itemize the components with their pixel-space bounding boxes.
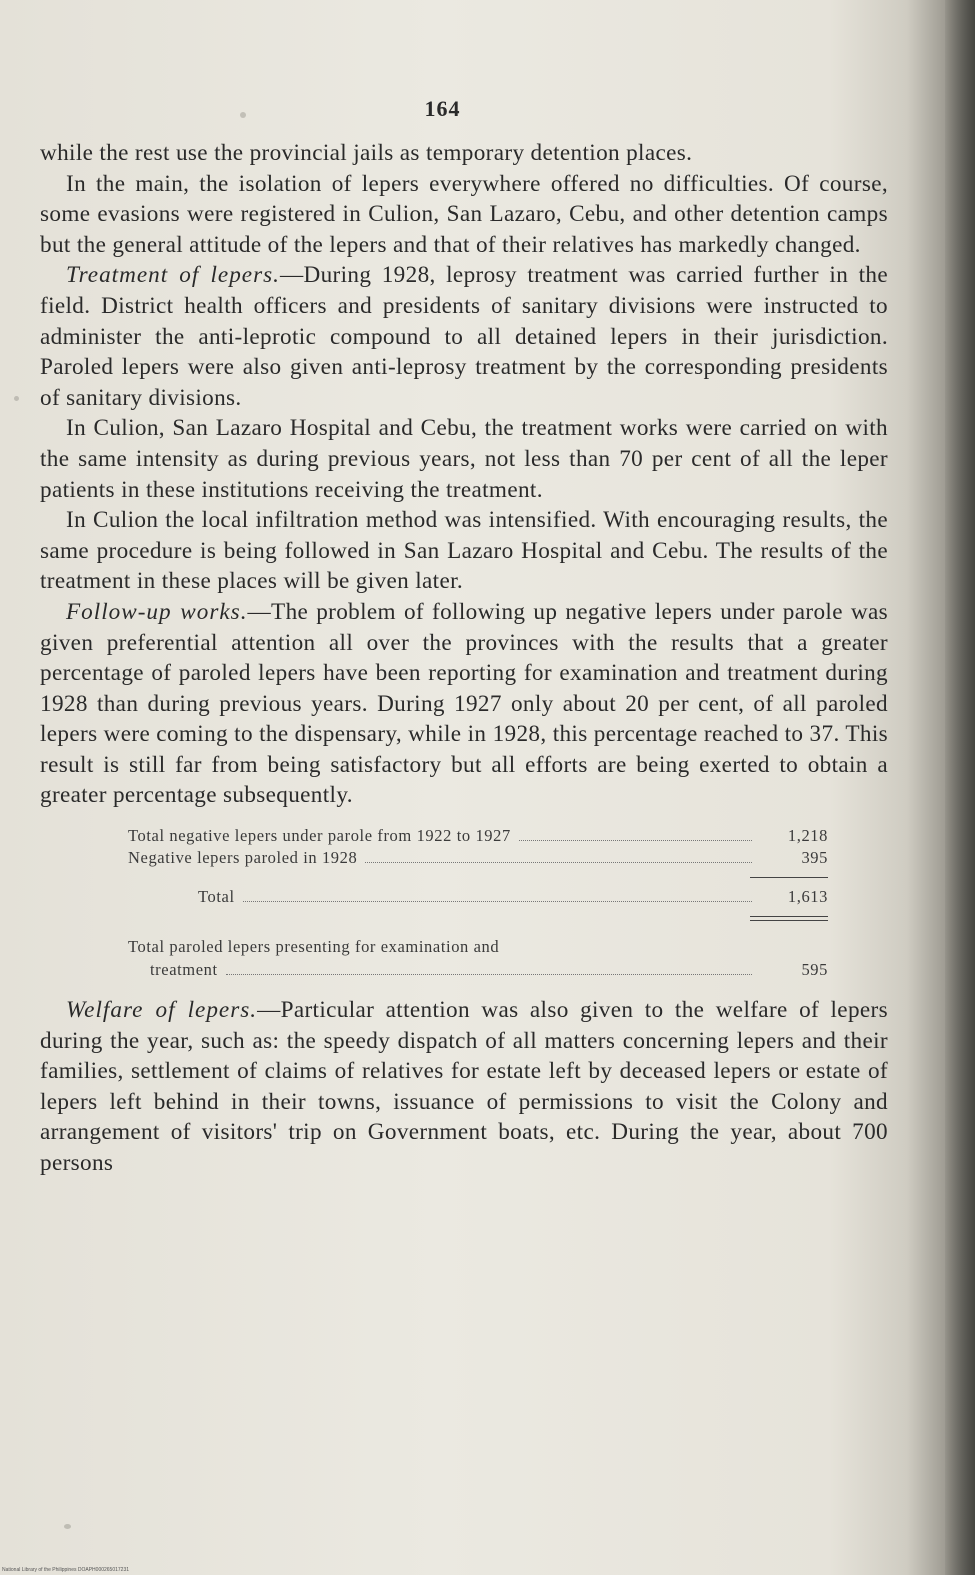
stat-row-presenting-line2 <box>128 959 828 981</box>
stat-value: 1,613 <box>787 887 828 907</box>
sum-rule-line <box>750 877 828 878</box>
page-number: 164 <box>424 96 461 121</box>
scan-smudge <box>14 396 19 401</box>
stat-label-line2: treatment <box>150 960 218 980</box>
paragraph-follow-up <box>40 597 888 811</box>
dot-leader <box>226 974 752 975</box>
stat-row-under-parole <box>128 825 828 847</box>
stat-label: Negative lepers paroled in 1928 <box>128 848 358 868</box>
stat-value: 395 <box>801 848 828 868</box>
body-text <box>40 138 888 1179</box>
section-heading-follow-up: Follow-up works. <box>66 598 248 625</box>
stat-row-presenting <box>128 935 828 981</box>
dot-leader <box>243 901 752 902</box>
double-rule-line <box>750 916 828 921</box>
paragraph-culion-treatment: In Culion, San Lazaro Hospital and Cebu, the treatment works were carried on with the same intensity as during previous years, not less than 70 per cent of all the leper patients in these institutions receiving the treatment. <box>40 415 888 503</box>
paragraph-treatment <box>40 260 888 413</box>
stat-row-paroled-1928 <box>128 847 828 869</box>
parole-statistics-table <box>128 825 828 981</box>
stat-value: 595 <box>801 960 828 980</box>
total-double-rule <box>128 916 828 921</box>
dot-leader <box>365 862 752 863</box>
dot-leader <box>519 840 752 841</box>
paragraph-follow-up-text: —The problem of following up negative lepers under parole was given preferential attention all over the provinces with the results that a greater percentage of paroled lepers have been reporting for examination and treatment during 1928 than during previous years. During 1927 only about 20 per cent, of all paroled lepers were coming to the dispensary, while in 1928, this percentage reached to 37. This result is still far from being satisfactory but all efforts are being exerted to obtain a greater percentage subsequently. <box>40 598 888 809</box>
paragraph-infiltration: In Culion the local infiltration method was intensified. With encouraging results, the same procedure is being followed in San Lazaro Hospital and Cebu. The results of the treatment in these places will be given later. <box>40 507 888 595</box>
stat-row-total <box>128 886 828 908</box>
stat-value: 1,218 <box>787 826 828 846</box>
stat-label: Total negative lepers under parole from 1922 to 1927 <box>128 826 511 846</box>
paragraph-continuation: while the rest use the provincial jails as temporary detention places. <box>40 140 693 166</box>
paragraph-welfare <box>40 995 888 1179</box>
scan-smudge <box>64 1524 71 1529</box>
section-heading-treatment: Treatment of lepers. <box>66 262 280 289</box>
book-gutter-shadow <box>945 0 975 1575</box>
sum-rule <box>128 877 828 878</box>
paragraph-treatment-text: —During 1928, leprosy treatment was carried further in the field. District health officers and presidents of sanitary divisions were instructed to administer the anti-leprotic compound to all detained lepers in their jurisdiction. Paroled lepers were also given anti-leprosy treatment by the corresponding presidents of sanitary divisions. <box>40 262 888 411</box>
section-heading-welfare: Welfare of lepers. <box>66 997 258 1024</box>
paragraph-welfare-text: —Particular attention was also given to the welfare of lepers during the year, such as: the speedy dispatch of all matters concerning lepers and their families, settlement of claims of relatives for estate left by deceased lepers or estate of lepers left behind in their towns, issuance of permissions to visit the Colony and arrangement of visitors' trip on Government boats, etc. During the year, about 700 persons <box>40 997 888 1177</box>
stat-label-line1: Total paroled lepers presenting for examination and <box>128 937 500 957</box>
library-watermark: National Library of the Philippines DOAPH000265017231 <box>2 1567 130 1573</box>
stat-label: Total <box>198 887 235 907</box>
paragraph-isolation: In the main, the isolation of lepers everywhere offered no difficulties. Of course, some evasions were registered in Culion, San Lazaro, Cebu, and other detention camps but the general attitude of the lepers and that of their relatives has markedly changed. <box>40 170 888 258</box>
